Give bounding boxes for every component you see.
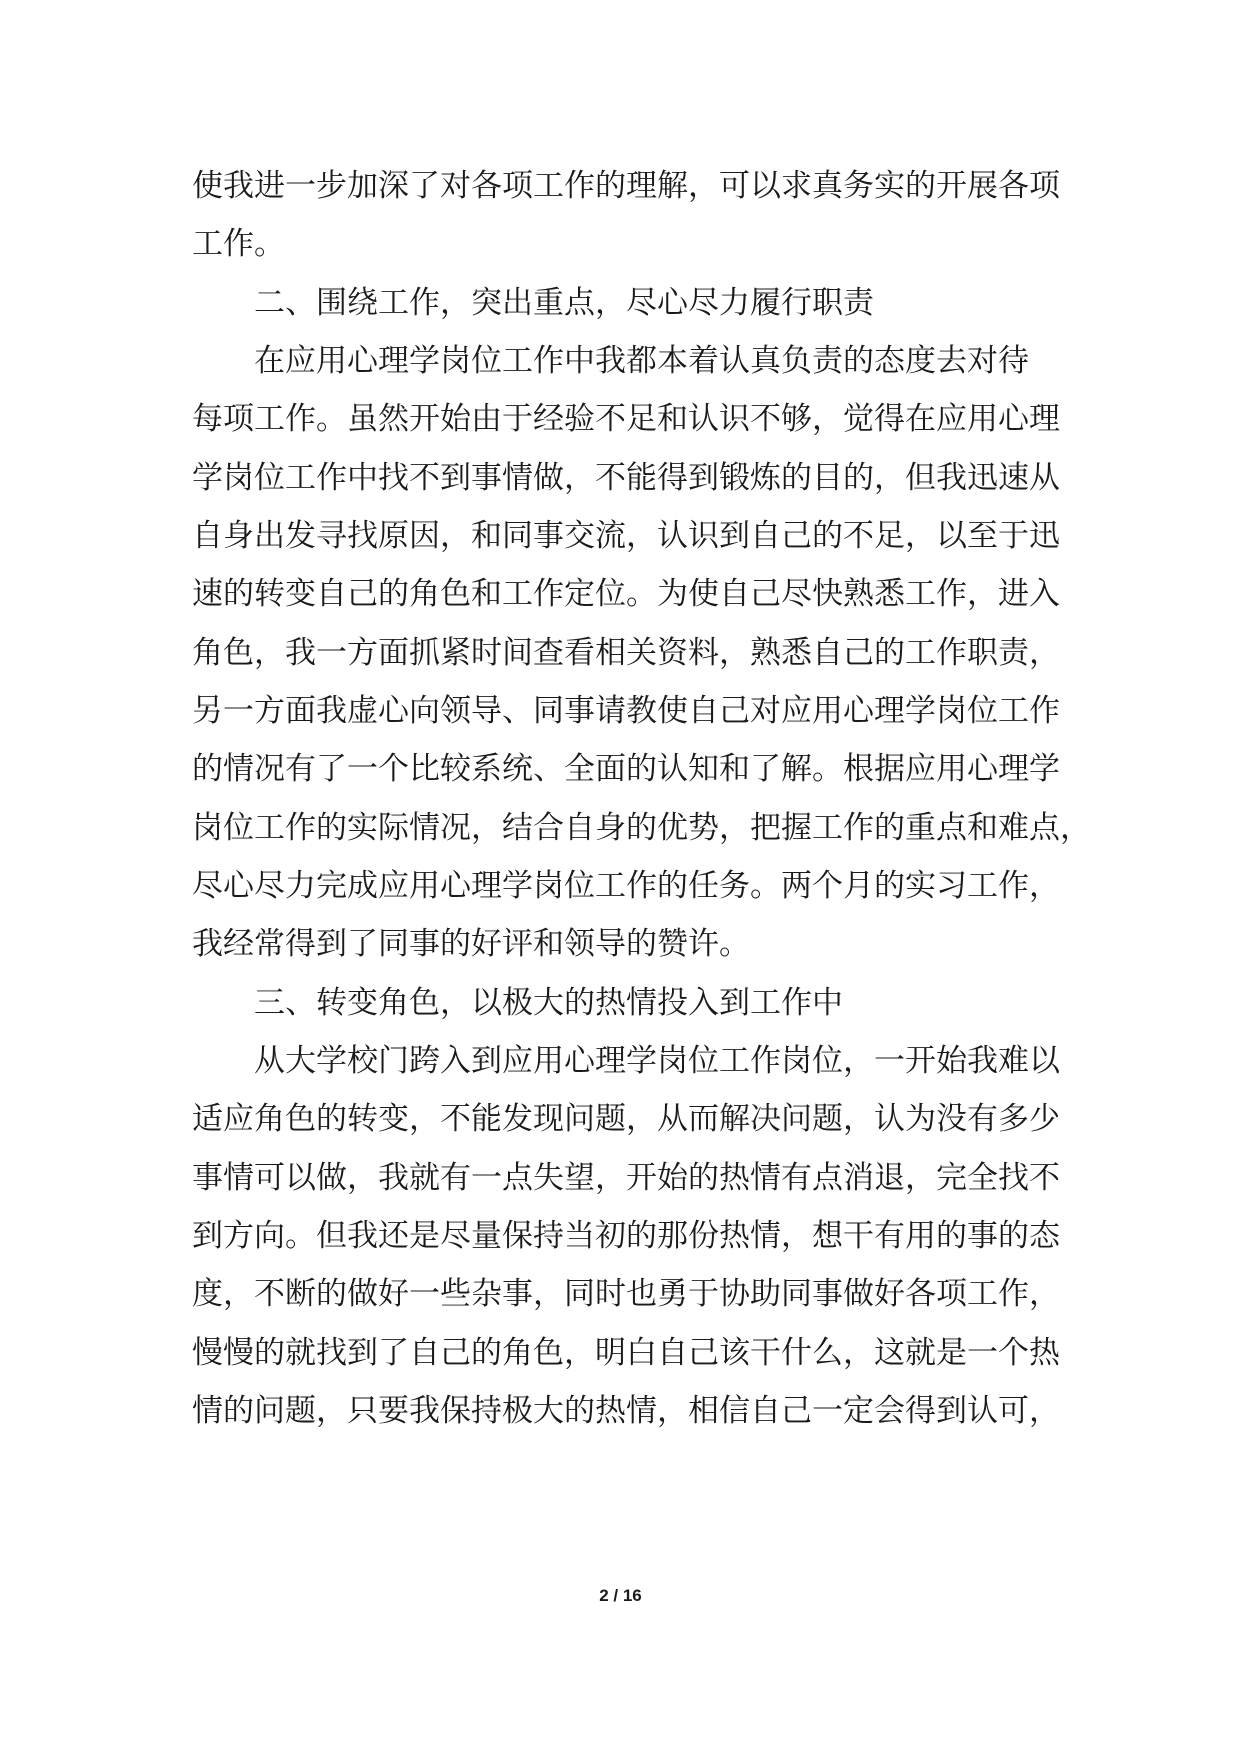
text-line: 我经常得到了同事的好评和领导的赞许。 xyxy=(192,926,750,962)
text-line: 角色，我一方面抓紧时间查看相关资料，熟悉自己的工作职责， xyxy=(192,635,1060,671)
text-line: 使我进一步加深了对各项工作的理解，可以求真务实的开展各项 xyxy=(192,168,1060,204)
text-line: 到方向。但我还是尽量保持当初的那份热情，想干有用的事的态 xyxy=(192,1218,1060,1254)
text-line: 适应角色的转变，不能发现问题，从而解决问题，认为没有多少 xyxy=(192,1101,1060,1137)
text-line: 的情况有了一个比较系统、全面的认知和了解。根据应用心理学 xyxy=(192,751,1060,787)
text-line: 尽心尽力完成应用心理学岗位工作的任务。两个月的实习工作， xyxy=(192,868,1060,904)
text-line: 从大学校门跨入到应用心理学岗位工作岗位，一开始我难以 xyxy=(254,1043,1060,1079)
text-line: 速的转变自己的角色和工作定位。为使自己尽快熟悉工作，进入 xyxy=(192,576,1060,612)
text-line: 慢慢的就找到了自己的角色，明白自己该干什么，这就是一个热 xyxy=(192,1335,1060,1371)
text-line: 学岗位工作中找不到事情做，不能得到锻炼的目的，但我迅速从 xyxy=(192,460,1060,496)
text-line: 度，不断的做好一些杂事，同时也勇于协助同事做好各项工作， xyxy=(192,1276,1060,1312)
text-line: 自身出发寻找原因，和同事交流，认识到自己的不足，以至于迅 xyxy=(192,518,1060,554)
section-heading: 三、转变角色，以极大的热情投入到工作中 xyxy=(254,985,843,1021)
text-line: 在应用心理学岗位工作中我都本着认真负责的态度去对待 xyxy=(254,343,1029,379)
page-number: 2 / 16 xyxy=(599,1586,642,1605)
text-line: 情的问题，只要我保持极大的热情，相信自己一定会得到认可， xyxy=(192,1393,1060,1429)
text-line: 岗位工作的实际情况，结合自身的优势，把握工作的重点和难点， xyxy=(192,810,1091,846)
text-line: 另一方面我虚心向领导、同事请教使自己对应用心理学岗位工作 xyxy=(192,693,1060,729)
text-line: 事情可以做，我就有一点失望，开始的热情有点消退，完全找不 xyxy=(192,1160,1060,1196)
text-line: 每项工作。虽然开始由于经验不足和认识不够，觉得在应用心理 xyxy=(192,401,1060,437)
section-heading: 二、围绕工作，突出重点，尽心尽力履行职责 xyxy=(254,285,874,321)
text-line: 工作。 xyxy=(192,226,285,262)
